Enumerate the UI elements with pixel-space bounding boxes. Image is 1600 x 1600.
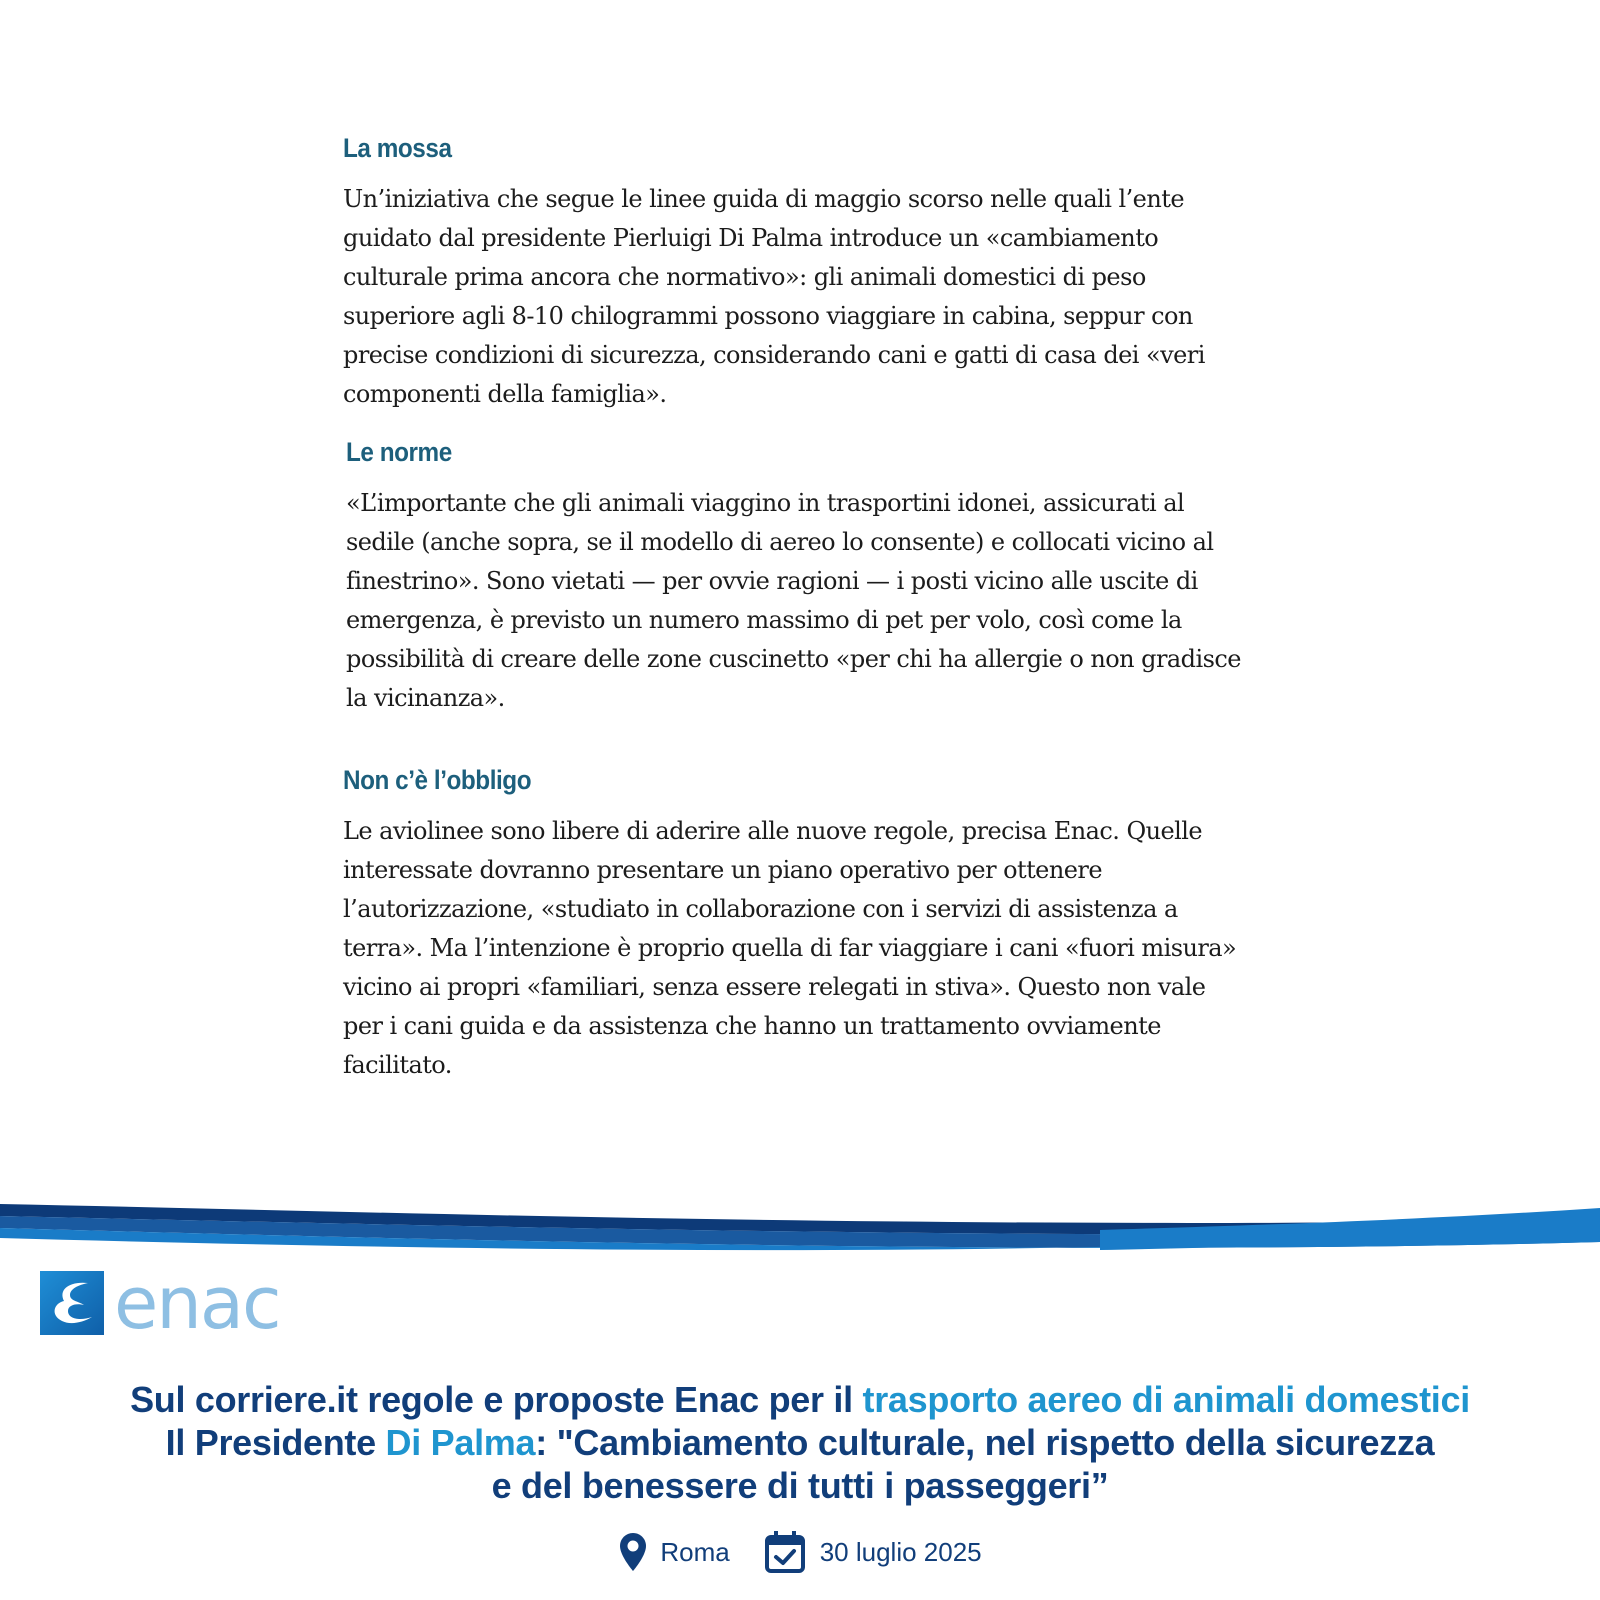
headline-text: Il Presidente [165,1422,386,1463]
text-line: l’autorizzazione, «studiato in collaborazione con i servizi di assistenza a [343,895,1178,923]
text-line: guidato dal presidente Pierluigi Di Palma introduce un «cambiamento [343,224,1159,252]
headline-highlight: trasporto aereo di animali domestici [862,1379,1470,1420]
section-title-la-mossa: La mossa [343,133,452,163]
section-body-la-mossa [343,180,1283,414]
meta-row [0,1530,1600,1574]
text-line: sedile (anche sopra, se il modello di aereo lo consente) e collocati vicino al [346,528,1214,556]
text-line: superiore agli 8-10 chilogrammi possono viaggiare in cabina, seppur con [343,302,1193,330]
map-pin-icon [618,1531,648,1573]
headline [0,1378,1600,1507]
enac-logo-icon [40,1271,104,1335]
text-line: vicino ai propri «familiari, senza essere relegati in stiva». Questo non vale [343,973,1206,1001]
text-line: terra». Ma l’intenzione è proprio quella di far viaggiare i cani «fuori misura» [343,934,1237,962]
headline-text: Sul corriere.it regole e proposte Enac per il [130,1379,863,1420]
text-line: emergenza, è previsto un numero massimo di pet per volo, così come la [346,606,1182,634]
text-line: Le aviolinee sono libere di aderire alle nuove regole, precisa Enac. Quelle [343,817,1203,845]
text-line: culturale prima ancora che normativo»: gli animali domestici di peso [343,263,1146,291]
calendar-check-icon [764,1530,806,1574]
headline-line-1 [0,1378,1600,1421]
text-line: precise condizioni di sicurezza, considerando cani e gatti di casa dei «veri [343,341,1205,369]
section-body-le-norme [346,484,1283,718]
enac-logo-text: enac [114,1261,280,1345]
text-line: per i cani guida e da assistenza che hanno un trattamento ovviamente [343,1012,1161,1040]
text-line: interessate dovranno presentare un piano operativo per ottenere [343,856,1102,884]
date-text: 30 luglio 2025 [819,1536,982,1567]
text-line: finestrino». Sono vietati — per ovvie ragioni — i posti vicino alle uscite di [346,567,1198,595]
section-title-non-ce-lobbligo: Non c’è l’obbligo [343,765,532,795]
section-body-non-ce-lobbligo [343,812,1283,1085]
text-line: componenti della famiglia». [343,380,667,408]
text-line: la vicinanza». [346,684,505,712]
location [618,1531,729,1573]
enac-logo [40,1261,280,1345]
article [343,128,1283,1085]
headline-line-3: e del benessere di tutti i passeggeri” [491,1465,1109,1506]
text-line: possibilità di creare delle zone cuscinetto «per chi ha allergie o non gradisce [346,645,1241,673]
text-line: facilitato. [343,1051,452,1079]
headline-line-2 [0,1421,1600,1464]
text-line: «L’importante che gli animali viaggino in trasportini idonei, assicurati al [346,489,1185,517]
text-line: Un’iniziativa che segue le linee guida di maggio scorso nelle quali l’ente [343,185,1184,213]
headline-text: : "Cambiamento culturale, nel rispetto della sicurezza [535,1422,1435,1463]
date [764,1530,982,1574]
section-title-le-norme: Le norme [346,437,452,467]
location-text: Roma [660,1536,730,1567]
headline-highlight: Di Palma [385,1422,536,1463]
